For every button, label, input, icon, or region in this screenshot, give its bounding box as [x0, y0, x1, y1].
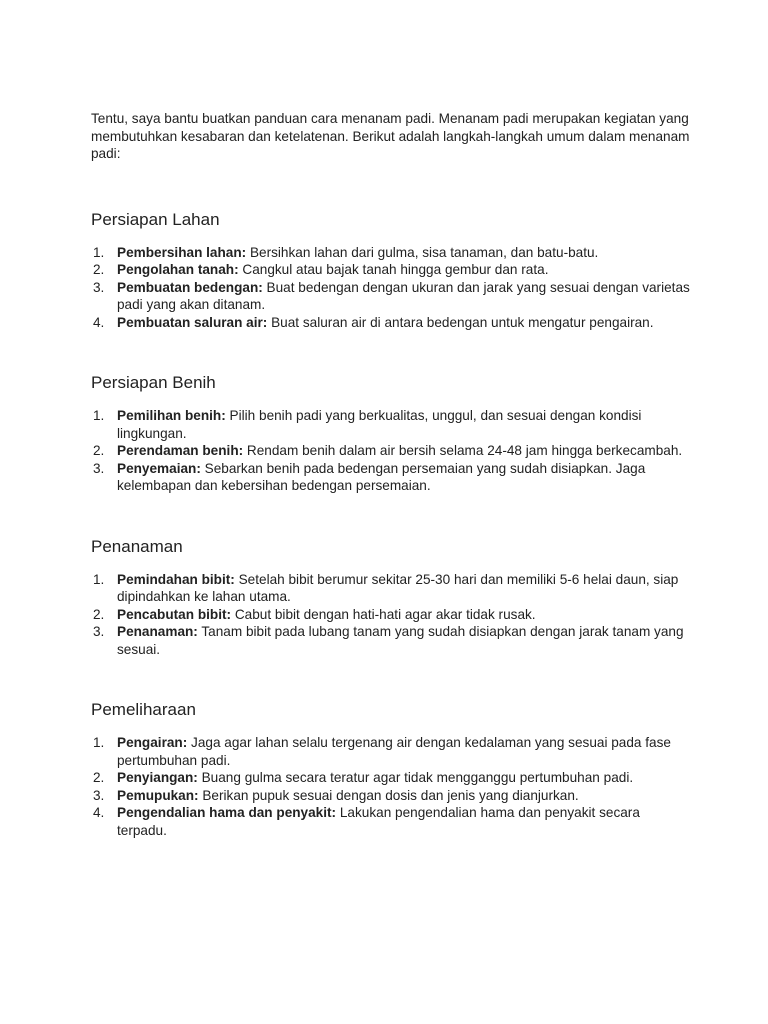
item-term: Pengolahan tanah: [117, 262, 239, 277]
item-term: Pembuatan bedengan: [117, 279, 263, 295]
item-text: Pilih benih padi yang berkualitas, unggul, dan sesuai dengan kondisi lingkungan. [117, 408, 642, 441]
item-number: 1. [93, 408, 105, 423]
section-persiapan-lahan [91, 210, 691, 332]
item-term: Penyiangan: [117, 770, 198, 785]
list-item [91, 314, 691, 332]
list-item [91, 442, 691, 460]
section-title: Pemeliharaan [91, 700, 196, 719]
step-list [91, 571, 691, 659]
item-number: 4. [93, 314, 105, 330]
item-number: 3. [93, 460, 105, 476]
item-text: Cabut bibit dengan hati-hati agar akar tidak rusak. [231, 606, 536, 622]
item-text: Buang gulma secara teratur agar tidak mengganggu pertumbuhan padi. [197, 770, 634, 785]
item-text: Buat bedengan dengan ukuran dan jarak yang sesuai dengan varietas padi yang akan ditanam. [117, 279, 690, 312]
list-item [91, 460, 691, 495]
item-text: Jaga agar lahan selalu tergenang air dengan kedalaman yang sesuai pada fase pertumbuhan padi. [117, 735, 671, 768]
item-text: Setelah bibit berumur sekitar 25-30 hari dan memiliki 5-6 helai daun, siap dipindahkan ke lahan utama. [117, 571, 679, 604]
document-body [91, 110, 691, 839]
item-term: Penanaman: [117, 624, 198, 639]
item-number: 3. [93, 279, 105, 295]
list-item [91, 623, 691, 658]
item-number: 2. [93, 606, 105, 622]
section-pemeliharaan [91, 700, 691, 839]
list-item [91, 279, 691, 314]
item-term: Perendaman benih: [117, 443, 244, 458]
item-number: 1. [93, 244, 105, 260]
item-term: Pencabutan bibit: [117, 606, 232, 622]
item-term: Pembersihan lahan: [117, 244, 247, 260]
item-number: 4. [93, 805, 105, 820]
item-term: Pemupukan: [117, 787, 199, 803]
section-title: Penanaman [91, 536, 183, 556]
item-text: Sebarkan benih pada bedengan persemaian yang sudah disiapkan. Jaga kelembapan dan kebersihan bedengan persemaian. [117, 460, 646, 493]
item-text: Berikan pupuk sesuai dengan dosis dan jenis yang dianjurkan. [198, 787, 579, 803]
list-item [91, 261, 691, 279]
item-text: Cangkul atau bajak tanah hingga gembur dan rata. [238, 262, 549, 277]
step-list [91, 407, 691, 495]
list-item [91, 734, 691, 769]
list-item [91, 787, 691, 805]
item-number: 1. [93, 735, 105, 750]
section-penanaman [91, 537, 691, 659]
list-item [91, 606, 691, 624]
item-number: 3. [93, 787, 105, 803]
list-item [91, 244, 691, 262]
section-title: Persiapan Benih [91, 373, 216, 392]
item-number: 3. [93, 624, 105, 639]
item-number: 1. [93, 571, 105, 587]
step-list [91, 734, 691, 839]
list-item [91, 804, 691, 839]
item-text: Bersihkan lahan dari gulma, sisa tanaman, dan batu-batu. [246, 244, 599, 260]
item-term: Pemindahan bibit: [117, 571, 235, 587]
item-text: Tanam bibit pada lubang tanam yang sudah disiapkan dengan jarak tanam yang sesuai. [117, 624, 684, 657]
list-item [91, 407, 691, 442]
item-number: 2. [93, 262, 105, 277]
item-term: Penyemaian: [117, 460, 201, 476]
item-text: Rendam benih dalam air bersih selama 24-48 jam hingga berkecambah. [243, 443, 683, 458]
intro-paragraph: Tentu, saya bantu buatkan panduan cara menanam padi. Menanam padi merupakan kegiatan yang membutuhkan kesabaran dan ketelatenan. Berikut adalah langkah-langkah umum dalam menanam padi: [91, 111, 690, 161]
list-item [91, 769, 691, 787]
section-title: Persiapan Lahan [91, 209, 220, 229]
item-term: Pembuatan saluran air: [117, 314, 268, 330]
item-text: Lakukan pengendalian hama dan penyakit secara terpadu. [117, 805, 640, 838]
list-item [91, 571, 691, 606]
item-term: Pengendalian hama dan penyakit: [117, 805, 337, 820]
item-term: Pengairan: [117, 735, 188, 750]
item-term: Pemilihan benih: [117, 408, 226, 423]
section-persiapan-benih [91, 373, 691, 495]
item-number: 2. [93, 443, 105, 458]
item-text: Buat saluran air di antara bedengan untuk mengatur pengairan. [267, 314, 654, 330]
step-list [91, 244, 691, 332]
item-number: 2. [93, 770, 105, 785]
